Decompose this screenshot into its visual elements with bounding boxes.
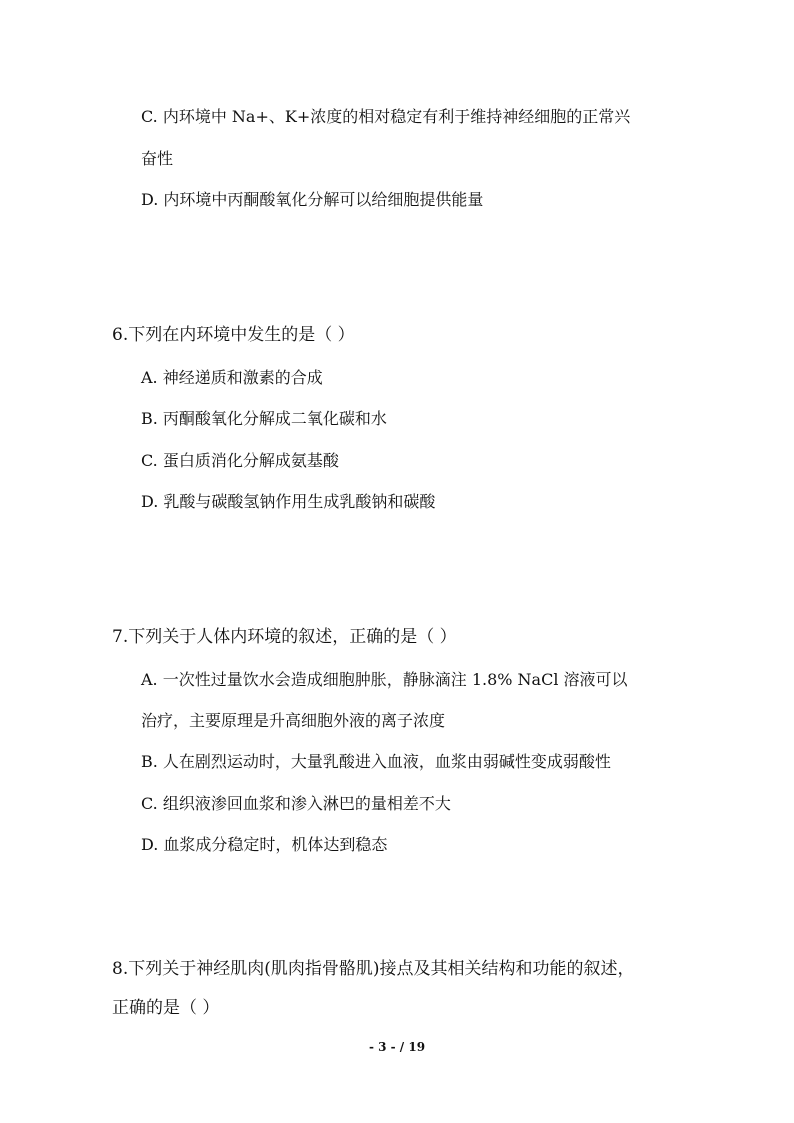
question-6-option-c: C. 蛋白质消化分解成氨基酸 [141, 451, 339, 470]
page-footer [0, 1040, 794, 1054]
page-number-current: - 3 - [368, 1040, 396, 1054]
page-number-total: 19 [408, 1040, 426, 1054]
prev-option-d: D. 内环境中丙酮酸氧化分解可以给细胞提供能量 [141, 190, 484, 209]
question-7-option-b: B. 人在剧烈运动时，大量乳酸进入血液，血浆由弱碱性变成弱酸性 [141, 752, 611, 771]
question-7-option-d: D. 血浆成分稳定时，机体达到稳态 [141, 835, 388, 854]
question-7-option-a-line2: 治疗，主要原理是升高细胞外液的离子浓度 [141, 711, 446, 730]
question-6-option-b: B. 丙酮酸氧化分解成二氧化碳和水 [141, 409, 387, 428]
prev-option-c-line1: C. 内环境中 Na+、K+浓度的相对稳定有利于维持神经细胞的正常兴 [141, 107, 631, 126]
page-number-separator: / [395, 1040, 409, 1054]
question-7-option-c: C. 组织液渗回血浆和渗入淋巴的量相差不大 [141, 794, 451, 813]
question-6-option-a: A. 神经递质和激素的合成 [141, 368, 323, 387]
prev-option-c-line2: 奋性 [141, 149, 174, 168]
question-8-stem-line2: 正确的是（ ） [112, 998, 220, 1018]
question-7-stem: 7.下列关于人体内环境的叙述，正确的是（ ） [112, 627, 457, 647]
question-6-option-d: D. 乳酸与碳酸氢钠作用生成乳酸钠和碳酸 [141, 492, 436, 511]
question-6-stem: 6.下列在内环境中发生的是（ ） [112, 325, 355, 345]
question-8-stem-line1: 8.下列关于神经肌肉(肌肉指骨骼肌)接点及其相关结构和功能的叙述， [112, 959, 635, 979]
question-7-option-a-line1: A. 一次性过量饮水会造成细胞肿胀，静脉滴注 1.8% NaCl 溶液可以 [141, 670, 628, 689]
